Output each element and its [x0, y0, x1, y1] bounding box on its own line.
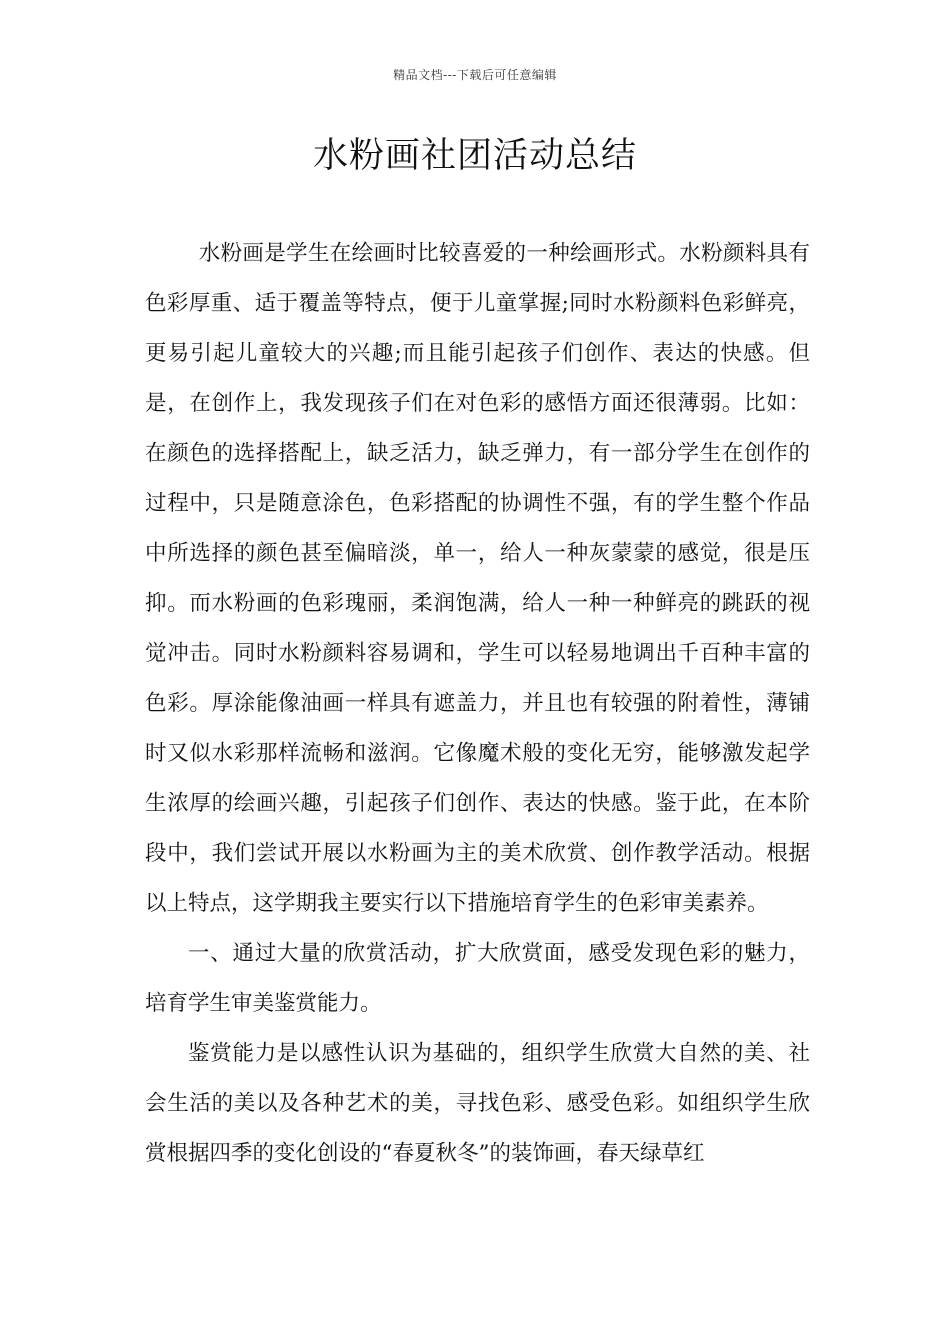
document-body — [145, 229, 810, 1179]
document-title: 水粉画社团活动总结 — [312, 136, 637, 176]
header-note: 精品文档---下载后可任意编辑 — [393, 68, 557, 82]
paragraph-intro: 水粉画是学生在绘画时比较喜爱的一种绘画形式。水粉颜料具有色彩厚重、适于覆盖等特点，便于儿童掌握;同时水粉颜料色彩鲜亮，更易引起儿童较大的兴趣;而且能引起孩子们创作、表达的快感。但是，在创作上，我发现孩子们在对色彩的感悟方面还很薄弱。比如：在颜色的选择搭配上，缺乏活力，缺乏弹力，有一部分学生在创作的过程中，只是随意涂色，色彩搭配的协调性不强，有的学生整个作品中所选择的颜色甚至偏暗淡，单一，给人一种灰蒙蒙的感觉，很是压抑。而水粉画的色彩瑰丽，柔润饱满，给人一种一种鲜亮的跳跃的视觉冲击。同时水粉颜料容易调和，学生可以轻易地调出千百种丰富的色彩。厚涂能像油画一样具有遮盖力，并且也有较强的附着性，薄铺时又似水彩那样流畅和滋润。它像魔术般的变化无穷，能够激发起学生浓厚的绘画兴趣，引起孩子们创作、表达的快感。鉴于此，在本阶段中，我们尝试开展以水粉画为主的美术欣赏、创作教学活动。根据以上特点，这学期我主要实行以下措施培育学生的色彩审美素养。 — [145, 241, 810, 916]
paragraph-section-one-body: 鉴赏能力是以感性认识为基础的，组织学生欣赏大自然的美、社会生活的美以及各种艺术的美，寻找色彩、感受色彩。如组织学生欣赏根据四季的变化创设的“春夏秋冬”的装饰画，春天绿草红 — [145, 1041, 810, 1166]
paragraph-section-one-heading: 一、通过大量的欣赏活动，扩大欣赏面，感受发现色彩的魅力，培育学生审美鉴赏能力。 — [145, 941, 810, 1016]
